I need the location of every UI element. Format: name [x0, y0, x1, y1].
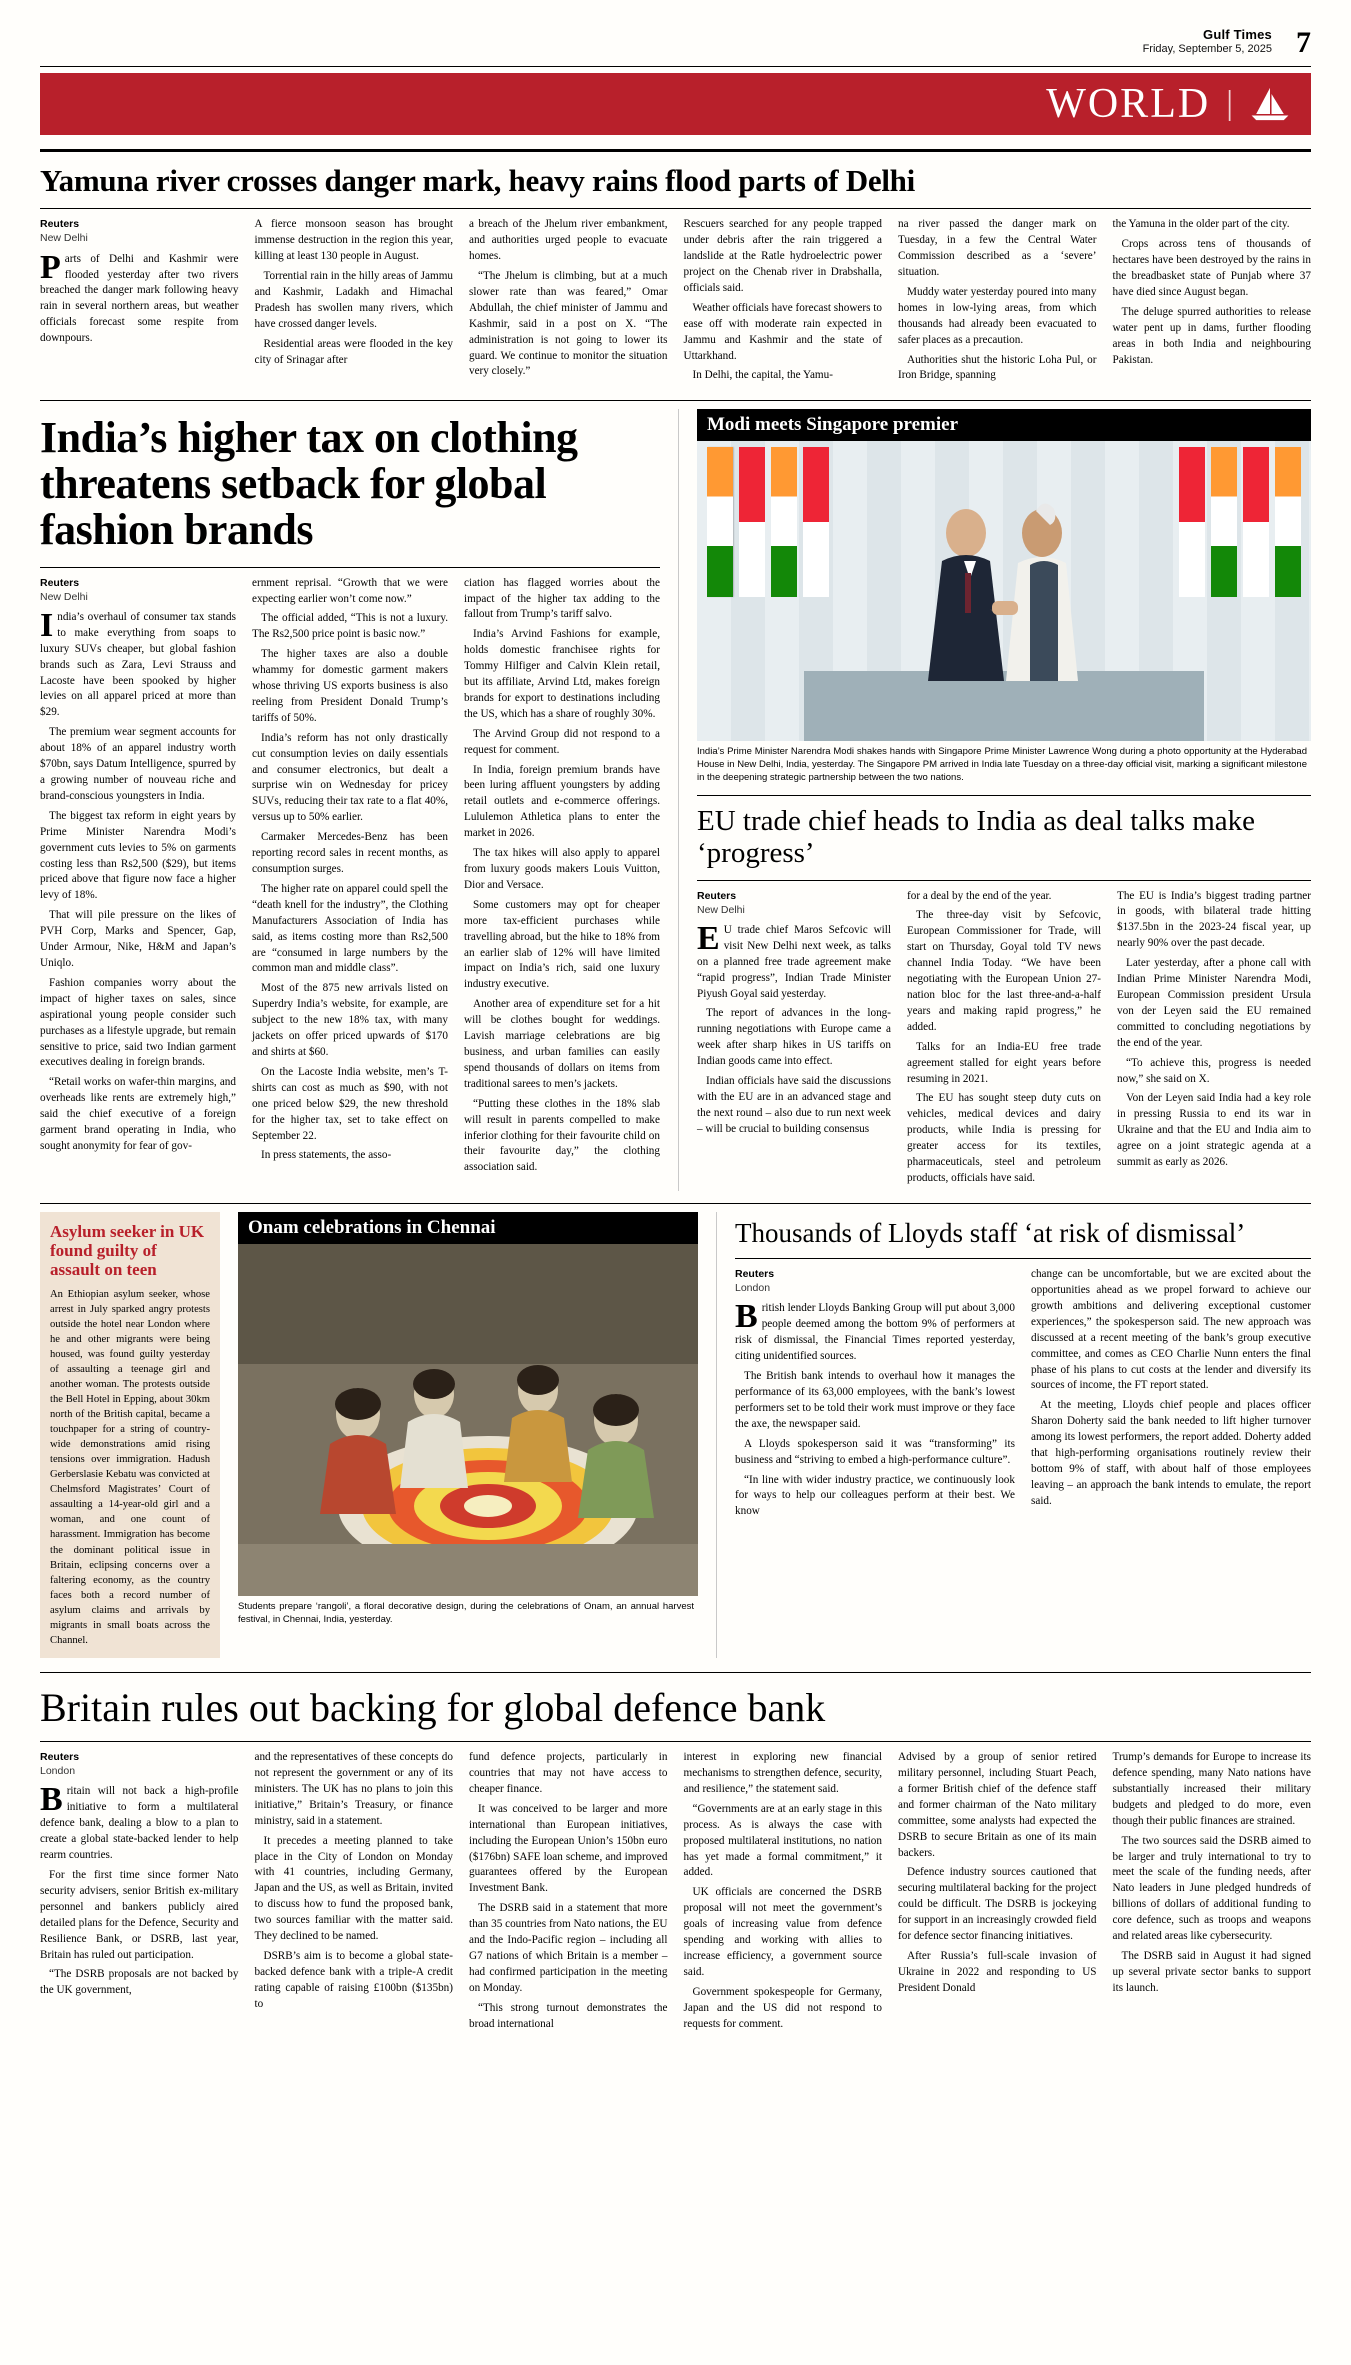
byline — [697, 889, 891, 917]
paragraph: The DSRB said in a statement that more than 35 countries from Nato nations, the EU and the Indo-Pacific region – including all G7 nations of which Britain is a member – had confirmed participation in the meeting on Monday. — [469, 1902, 668, 1994]
masthead — [40, 25, 1311, 62]
paragraph: Authorities shut the historic Loha Pul, or Iron Bridge, spanning — [898, 353, 1097, 382]
paper-name: Gulf Times — [1203, 27, 1272, 42]
paragraph: Defence industry sources cautioned that securing multilateral backing for the project could be difficult. The DSRB is jockeying for support in an increasingly crowded field for defence sector financing initiatives. — [898, 1866, 1097, 1943]
paragraph: The higher rate on apparel could spell the “death knell for the industry”, the Clothing Manufacturers Association of India has said, as items costing more than Rs2,500 are “consumed in large numbers by the common man and middle class”. — [252, 882, 448, 975]
paragraph: DSRB’s aim is to become a global state-backed defence bank with a triple-A credit rating capable of raising £100bn ($135bn) to — [254, 1950, 453, 2010]
onam-photo-strip-title: Onam celebrations in Chennai — [238, 1212, 698, 1244]
asylum-headline: Asylum seeker in UK found guilty of assault on teen — [50, 1221, 205, 1279]
byline-dateline: London — [40, 1765, 76, 1778]
modi-photo-caption: India’s Prime Minister Narendra Modi shakes hands with Singapore Prime Minister Lawrence Wong during a photo opportunity at the Hyderabad House in New Delhi, India, yesterday. The Singapore PM arrived in India late Tuesday on a three-day official visit, marking a significant milestone in the deepening strategic partnership between the two nations. — [697, 746, 1307, 783]
lloyds-headline: Thousands of Lloyds staff ‘at risk of dismissal’ — [735, 1217, 1246, 1248]
byline-agency: Reuters — [40, 576, 80, 589]
paragraph: After Russia’s full-scale invasion of Ukraine in 2022 and responding to US President Donald — [898, 1950, 1097, 1994]
paragraph: for a deal by the end of the year. — [907, 889, 1052, 902]
paragraph: “Retail works on wafer-thin margins, and overheads like rents are extremely high,” said the chief executive of a foreign garment brand operating in India, who sought anonymity for fear of gov- — [40, 1076, 236, 1152]
paragraph: Most of the 875 new arrivals listed on Superdry India’s website, for example, are subject to the new 18% tax, with many jackets on offer priced upwards of $170 and shirts at $60. — [252, 982, 448, 1058]
asylum-body: An Ethiopian asylum seeker, whose arrest in July sparked angry protests outside the hotel near London where he and other migrants were being housed, was found guilty yesterday of assaulting a teenage girl and another woman. The protests outside the Bell Hotel in Epping, about 30km north of the British capital, became a touchpaper for a string of country-wide demonstrations amid rising tensions over immigration. Hadush Gerberslasie Kebatu was convicted at Chelmsford Magistrates’ Court of assaulting a 14-year-old girl and a woman, and one count of harassment. Immigration has become the dominant political issue in Britain, eclipsing concerns over a faltering economy, as the country faces both a record number of asylum claims and arrivals by migrants in small boats across the Channel. — [50, 1288, 210, 1646]
bottom-headline: Britain rules out backing for global defence bank — [40, 1684, 826, 1730]
asylum-sidebox — [40, 1212, 220, 1658]
paragraph: Rescuers searched for any people trapped under debris after the rain triggered a landslide at the Ratle hydroelectric power project on the Chenab river in Drabshalla, officials said. — [683, 218, 882, 294]
paragraph: Some customers may opt for cheaper more tax-efficient purchases while travelling abroad, but the hike to 18% from an earlier slab of 12% will have limited impact on India’s rich, said one luxury industry executive. — [464, 898, 660, 991]
feature-col-2 — [252, 576, 448, 1181]
paragraph: Carmaker Mercedes-Benz has been reporting record sales in recent months, as consumption surges. — [252, 831, 448, 876]
feature-row — [40, 409, 1311, 1191]
bottom-col-2 — [255, 1750, 454, 2036]
byline-dateline: New Delhi — [697, 903, 745, 916]
lloyds-story — [735, 1212, 1311, 1524]
bottom-col-6 — [1113, 1750, 1312, 2036]
byline — [735, 1267, 1015, 1295]
bottom-col-4 — [684, 1750, 883, 2036]
paragraph: A Lloyds spokesperson said it was “transforming” its business and “striving to embed a high-performance culture”. — [735, 1437, 1015, 1466]
paragraph: Weather officials have forecast showers to ease off with moderate rain expected in Jammu and Kashmir and the state of Uttarkhand. — [683, 301, 882, 362]
feature-col-1 — [40, 576, 236, 1181]
onam-photo-caption: Students prepare ‘rangoli’, a floral decorative design, during the celebrations of Onam, an annual harvest festival, in Chennai, India, yesterday. — [238, 1600, 694, 1625]
paragraph: “To achieve this, progress is needed now,” she said on X. — [1117, 1056, 1311, 1085]
paragraph: EU trade chief Maros Sefcovic will visit New Delhi next week, as talks on a planned free trade agreement make “rapid progress”, Indian Trade Minister Piyush Goyal said yesterday. — [697, 919, 891, 1000]
paragraph: That will pile pressure on the likes of PVH Corp, Marks and Spencer, Gap, Under Armour, Nike, H&M and Japan’s Uniqlo. — [40, 909, 236, 969]
paragraph: ciation has flagged worries about the impact of the higher tax adding to the fallout from Trump’s tariff salvo. — [464, 576, 660, 621]
lloyds-col-1 — [735, 1267, 1015, 1524]
top-story-col-5 — [898, 217, 1097, 388]
paragraph: ernment reprisal. “Growth that we were expecting earlier won’t come now.” — [252, 576, 448, 605]
top-story-col-1 — [40, 217, 239, 388]
paragraph: On the Lacoste India website, men’s T-shirts can cost as much as $90, with not one priced below $29, the new threshold for the higher tax, set to take effect on September 22. — [252, 1065, 448, 1142]
paragraph: India’s overhaul of consumer tax stands to make everything from soaps to luxury SUVs cheaper, but global fashion brands such as Zara, Levi Strauss and Lacoste have been spooked by higher levies on all apparel priced at more than $29. — [40, 606, 236, 719]
top-story-col-4 — [684, 217, 883, 388]
page-number: 7 — [1296, 25, 1311, 59]
paragraph: The three-day visit by Sefcovic, European Commissioner for Trade, will start on Thursday, Goyal told TV news channel India Today. “We have been negotiating with the European Union 27-nation bloc for the last three-and-a-half years and making rapid progress,” he added. — [907, 909, 1101, 1033]
middle-row — [40, 1212, 1311, 1658]
bottom-story — [40, 1684, 1311, 2037]
paragraph: Torrential rain in the hilly areas of Jammu and Kashmir, Ladakh and Himachal Pradesh has swollen many rivers, which have crossed danger levels. — [254, 270, 453, 330]
feature-col-3 — [464, 576, 660, 1181]
paragraph: It was conceived to be larger and more international than European initiatives, including the European Union’s 150bn euro ($176bn) SAFE loan scheme, and improved guarantees offered by the European Investment Bank. — [469, 1802, 668, 1895]
paragraph: The Arvind Group did not respond to a request for comment. — [464, 727, 660, 756]
top-story — [40, 149, 1311, 389]
paragraph: In India, foreign premium brands have been luring affluent youngsters by adding retail outlets and e-commerce offerings. Lululemon Athletica plans to enter the market in 2026. — [464, 763, 660, 840]
feature-story — [40, 409, 660, 1180]
paragraph: Muddy water yesterday poured into many homes in low-lying areas, from which thousands had already been evacuated to safer places as a precaution. — [898, 285, 1097, 346]
paragraph: The tax hikes will also apply to apparel from luxury goods makers Louis Vuitton, Dior and Versace. — [464, 847, 660, 891]
paragraph: Indian officials have said the discussions with the EU are in an advanced stage and the next round – also due to run next week – will be crucial to building consensus — [697, 1075, 891, 1135]
paragraph: a breach of the Jhelum river embankment, and authorities urged people to evacuate homes. — [469, 218, 668, 263]
eu-col-3 — [1117, 889, 1311, 1191]
paragraph: The EU has sought steep duty cuts on vehicles, medical devices and dairy products, while India is pressing for greater access for its textiles, pharmaceuticals, steel and petroleum products, officials have said. — [907, 1092, 1101, 1184]
byline — [40, 217, 239, 245]
paragraph: “Governments are at an early stage in this process. As is always the case with proposed multilateral institutions, no nation has yet made a formal commitment,” it added. — [683, 1802, 882, 1879]
paragraph: For the first time since former Nato security advisers, senior British ex-military personnel and bankers publicly aired detailed plans for the Defence, Security and Resilience Bank, or DSRB, last year, Britain has ruled out participation. — [40, 1869, 239, 1961]
paragraph: British lender Lloyds Banking Group will put about 3,000 people deemed among the bottom 9% of performers at risk of dismissal, the Financial Times reported yesterday, citing unidentified sources. — [735, 1298, 1015, 1363]
paragraph: The higher taxes are also a double whammy for domestic garment makers whose thriving US exports business is also reeling from President Donald Trump’s tariffs of 50%. — [252, 648, 448, 724]
top-story-col-3 — [469, 217, 668, 388]
paragraph: “This strong turnout demonstrates the broad international — [469, 2001, 668, 2030]
paragraph: In Delhi, the capital, the Yamu- — [692, 369, 833, 382]
paragraph: Britain will not back a high-profile initiative to form a multilateral defence bank, dealing a blow to a plan to create a global state-backed lender to help rearm countries. — [40, 1781, 239, 1862]
paragraph: Von der Leyen said India had a key role in pressing Russia to end its war in Ukraine and that the EU and India aim to agree on a joint strategic agenda at a summit as early as 2026. — [1117, 1092, 1311, 1169]
paragraph: na river passed the danger mark on Tuesday, in a few the Central Water Commission described as a ‘severe’ situation. — [898, 218, 1097, 279]
paragraph: The EU is India’s biggest trading partner in goods, with bilateral trade hitting $137.5bn in the 2023-24 fiscal year, up nearly 90% over the past decade. — [1117, 889, 1311, 950]
top-story-col-2 — [255, 217, 454, 388]
paragraph: India’s reform has not only drastically cut consumption levies on daily essentials and consumer electronics, but dealt a surprise win on Wednesday for pricey SUVs, reducing their tax rate to a flat 40%, versus up to 50% earlier. — [252, 731, 448, 824]
bottom-col-5 — [898, 1750, 1097, 2036]
banner-divider: | — [1226, 84, 1233, 122]
paragraph: It precedes a meeting planned to take place in the City of London on Monday with 41 countries, including Germany, Japan and the US, as well as Britain, invited to discuss how to fund the proposed bank, two sources familiar with the matter said. They declined to be named. — [254, 1834, 453, 1943]
top-story-col-6 — [1113, 217, 1312, 388]
paragraph: Residential areas were flooded in the key city of Srinagar after — [254, 337, 453, 366]
paragraph: Advised by a group of senior retired military personnel, including Stuart Peach, a former British chief of the defence staff and former chairman of the Nato military committee, some analysts had expected the DSRB to secure Britain as one of its main backers. — [898, 1751, 1097, 1859]
eu-col-1 — [697, 889, 891, 1191]
paragraph: “Putting these clothes in the 18% slab will result in parents compelled to make inferior clothing for their favourite child on their favourite day,” the clothing association said. — [464, 1097, 660, 1174]
eu-story — [697, 889, 1311, 1191]
paragraph: At the meeting, Lloyds chief people and places officer Sharon Doherty said the bank needed to lift higher turnover among its lowest performers, the report added. Doherty added that high-performing organisations routinely review their bottom 9% of staff, with about half of those employees leaving – an approach the bank intends to emulate, the report said. — [1031, 1399, 1311, 1507]
onam-photo — [238, 1244, 698, 1596]
feature-headline: India’s higher tax on clothing threatens setback for global fashion brands — [40, 413, 578, 554]
eu-col-2 — [907, 889, 1101, 1191]
bottom-col-3 — [469, 1750, 668, 2036]
dhow-logo-icon — [1247, 84, 1293, 124]
onam-photo-block — [238, 1212, 698, 1627]
section-banner — [40, 73, 1311, 135]
byline-agency: Reuters — [40, 218, 80, 231]
byline-dateline: New Delhi — [40, 232, 88, 245]
paragraph: Trump’s demands for Europe to increase its defence spending, many Nato nations have substantially increased their military budgets and pledged to do more, even though their public finances are strained. — [1112, 1751, 1311, 1827]
paragraph: The DSRB said in August it had signed up several private sector banks to support its launch. — [1112, 1950, 1311, 1994]
byline-agency: Reuters — [697, 889, 737, 902]
paragraph: UK officials are concerned the DSRB proposal will not meet the government’s goals of increasing value from defence spending and working with allies to increase efficiency, a government source said. — [683, 1886, 882, 1978]
modi-photo — [697, 441, 1311, 741]
byline-dateline: New Delhi — [40, 590, 88, 603]
paragraph: Fashion companies worry about the impact of higher taxes on sales, since aspirational young people consider such purchases as a lifestyle upgrade, but remain sensitive to price, said two Indian garment executives dealing in foreign brands. — [40, 976, 236, 1069]
paragraph: In press statements, the asso- — [261, 1149, 392, 1162]
paragraph: The biggest tax reform in eight years by Prime Minister Narendra Modi’s government cuts levies to 5% on garments costing less than Rs2,500 ($29), but items priced above that figure now face a higher levy of 18%. — [40, 809, 236, 902]
paragraph: Crops across tens of thousands of hectares have been destroyed by the rains in the breadbasket state of Punjab where 37 have died since August began. — [1112, 238, 1311, 298]
paragraph: Later yesterday, after a phone call with Indian Prime Minister Narendra Modi, European Commission president Ursula von der Leyen said the EU remained committed to concluding negotiations by the end of the year. — [1117, 957, 1311, 1049]
paragraph: interest in exploring new financial mechanisms to strengthen defence, security, and resilience,” the statement said. — [683, 1751, 882, 1795]
byline — [40, 1750, 239, 1778]
paragraph: The two sources said the DSRB aimed to be larger and truly international to try to meet the scale of the funding needs, after Nato leaders in June pledged hundreds of billions of dollars of additional funding to core defence, such as troops and weapons and related areas like cybersecurity. — [1112, 1834, 1311, 1943]
paragraph: The premium wear segment accounts for about 18% of an apparel industry worth $70bn, says Datum Intelligence, spurred by a growing number of nouveau riche and brand-conscious youngsters in India. — [40, 726, 236, 802]
paragraph: “In line with wider industry practice, we continuously look for ways to help our colleagues perform at their best. We know — [735, 1473, 1015, 1518]
paragraph: The report of advances in the long-running negotiations with Europe came a week after sharp hikes in US tariffs on Indian goods came into effect. — [697, 1007, 891, 1068]
top-story-headline: Yamuna river crosses danger mark, heavy rains flood parts of Delhi — [40, 162, 915, 198]
modi-photo-strip-title: Modi meets Singapore premier — [697, 409, 1311, 441]
paragraph: Government spokespeople for Germany, Japan and the US did not respond to requests for comment. — [683, 1985, 882, 2030]
byline — [40, 576, 236, 604]
paragraph: A fierce monsoon season has brought immense destruction in the region this year, killing at least 130 people in August. — [254, 218, 453, 263]
paragraph: change can be uncomfortable, but we are excited about the opportunities ahead as we propel forward to achieve our growth ambitions and delivering exceptional customer experiences,” the spokesperson said. The new approach was discussed at a recent meeting of the bank’s group executive committee, and comes as CEO Charlie Nunn enters the final phase of his plans to cut costs at the lender and diversify its sources of income, the FT report stated. — [1031, 1268, 1311, 1392]
right-column — [697, 409, 1311, 1191]
paragraph: “The Jhelum is climbing, but at a much slower rate than was feared,” Omar Abdullah, the chief minister of Jammu and Kashmir, said in a post on X. “The administration is not going to lower its guard. We continue to monitor the situation very closely.” — [469, 270, 668, 378]
eu-story-headline: EU trade chief heads to India as deal talks make ‘progress’ — [697, 804, 1256, 869]
paragraph: “The DSRB proposals are not backed by the UK government, — [40, 1968, 239, 1997]
paragraph: India’s Arvind Fashions for example, holds domestic franchisee rights for Tommy Hilfiger and Calvin Klein retail, but its affiliate, Arvind Ltd, makes foreign brands for export to destinations including the US, which has a share of roughly 30%. — [464, 628, 660, 720]
bottom-col-1 — [40, 1750, 239, 2036]
paragraph: Parts of Delhi and Kashmir were flooded yesterday after two rivers breached the danger mark following heavy rain in several northern areas, but weather officials forecast some respite from downpours. — [40, 248, 239, 345]
byline-agency: Reuters — [40, 1751, 80, 1764]
byline-agency: Reuters — [735, 1268, 775, 1281]
paragraph: and the representatives of these concepts do not represent the government or any of its ministers. The UK has no plans to join this initiative,” Britain’s Treasury, or finance ministry, said in a statement. — [254, 1751, 453, 1827]
section-title: WORLD — [1046, 80, 1211, 127]
lloyds-col-2 — [1031, 1267, 1311, 1524]
paragraph: the Yamuna in the older part of the city. — [1112, 218, 1290, 231]
paragraph: fund defence projects, particularly in countries that may not have access to cheaper finance. — [469, 1751, 668, 1795]
paragraph: Another area of expenditure set for a hit will be clothes bought for weddings. Lavish marriage celebrations are big business, and urban families can easily spend thousands of dollars on items from traditional sarees to men’s jackets. — [464, 998, 660, 1090]
paragraph: The British bank intends to overhaul how it manages the performance of its 63,000 employees, with the bank’s lowest performers set to be told their work must improve or they face the axe, the newspaper said. — [735, 1370, 1015, 1430]
paragraph: The deluge spurred authorities to release water pent up in dams, further flooding areas in both India and neighbouring Pakistan. — [1112, 305, 1311, 366]
paragraph: The official added, “This is not a luxury. The Rs2,500 price point is basic now.” — [252, 612, 448, 641]
publication-date: Friday, September 5, 2025 — [1142, 42, 1272, 55]
byline-dateline: London — [735, 1282, 771, 1295]
paragraph: Talks for an India-EU free trade agreement stalled for eight years before resuming in 2021. — [907, 1040, 1101, 1085]
